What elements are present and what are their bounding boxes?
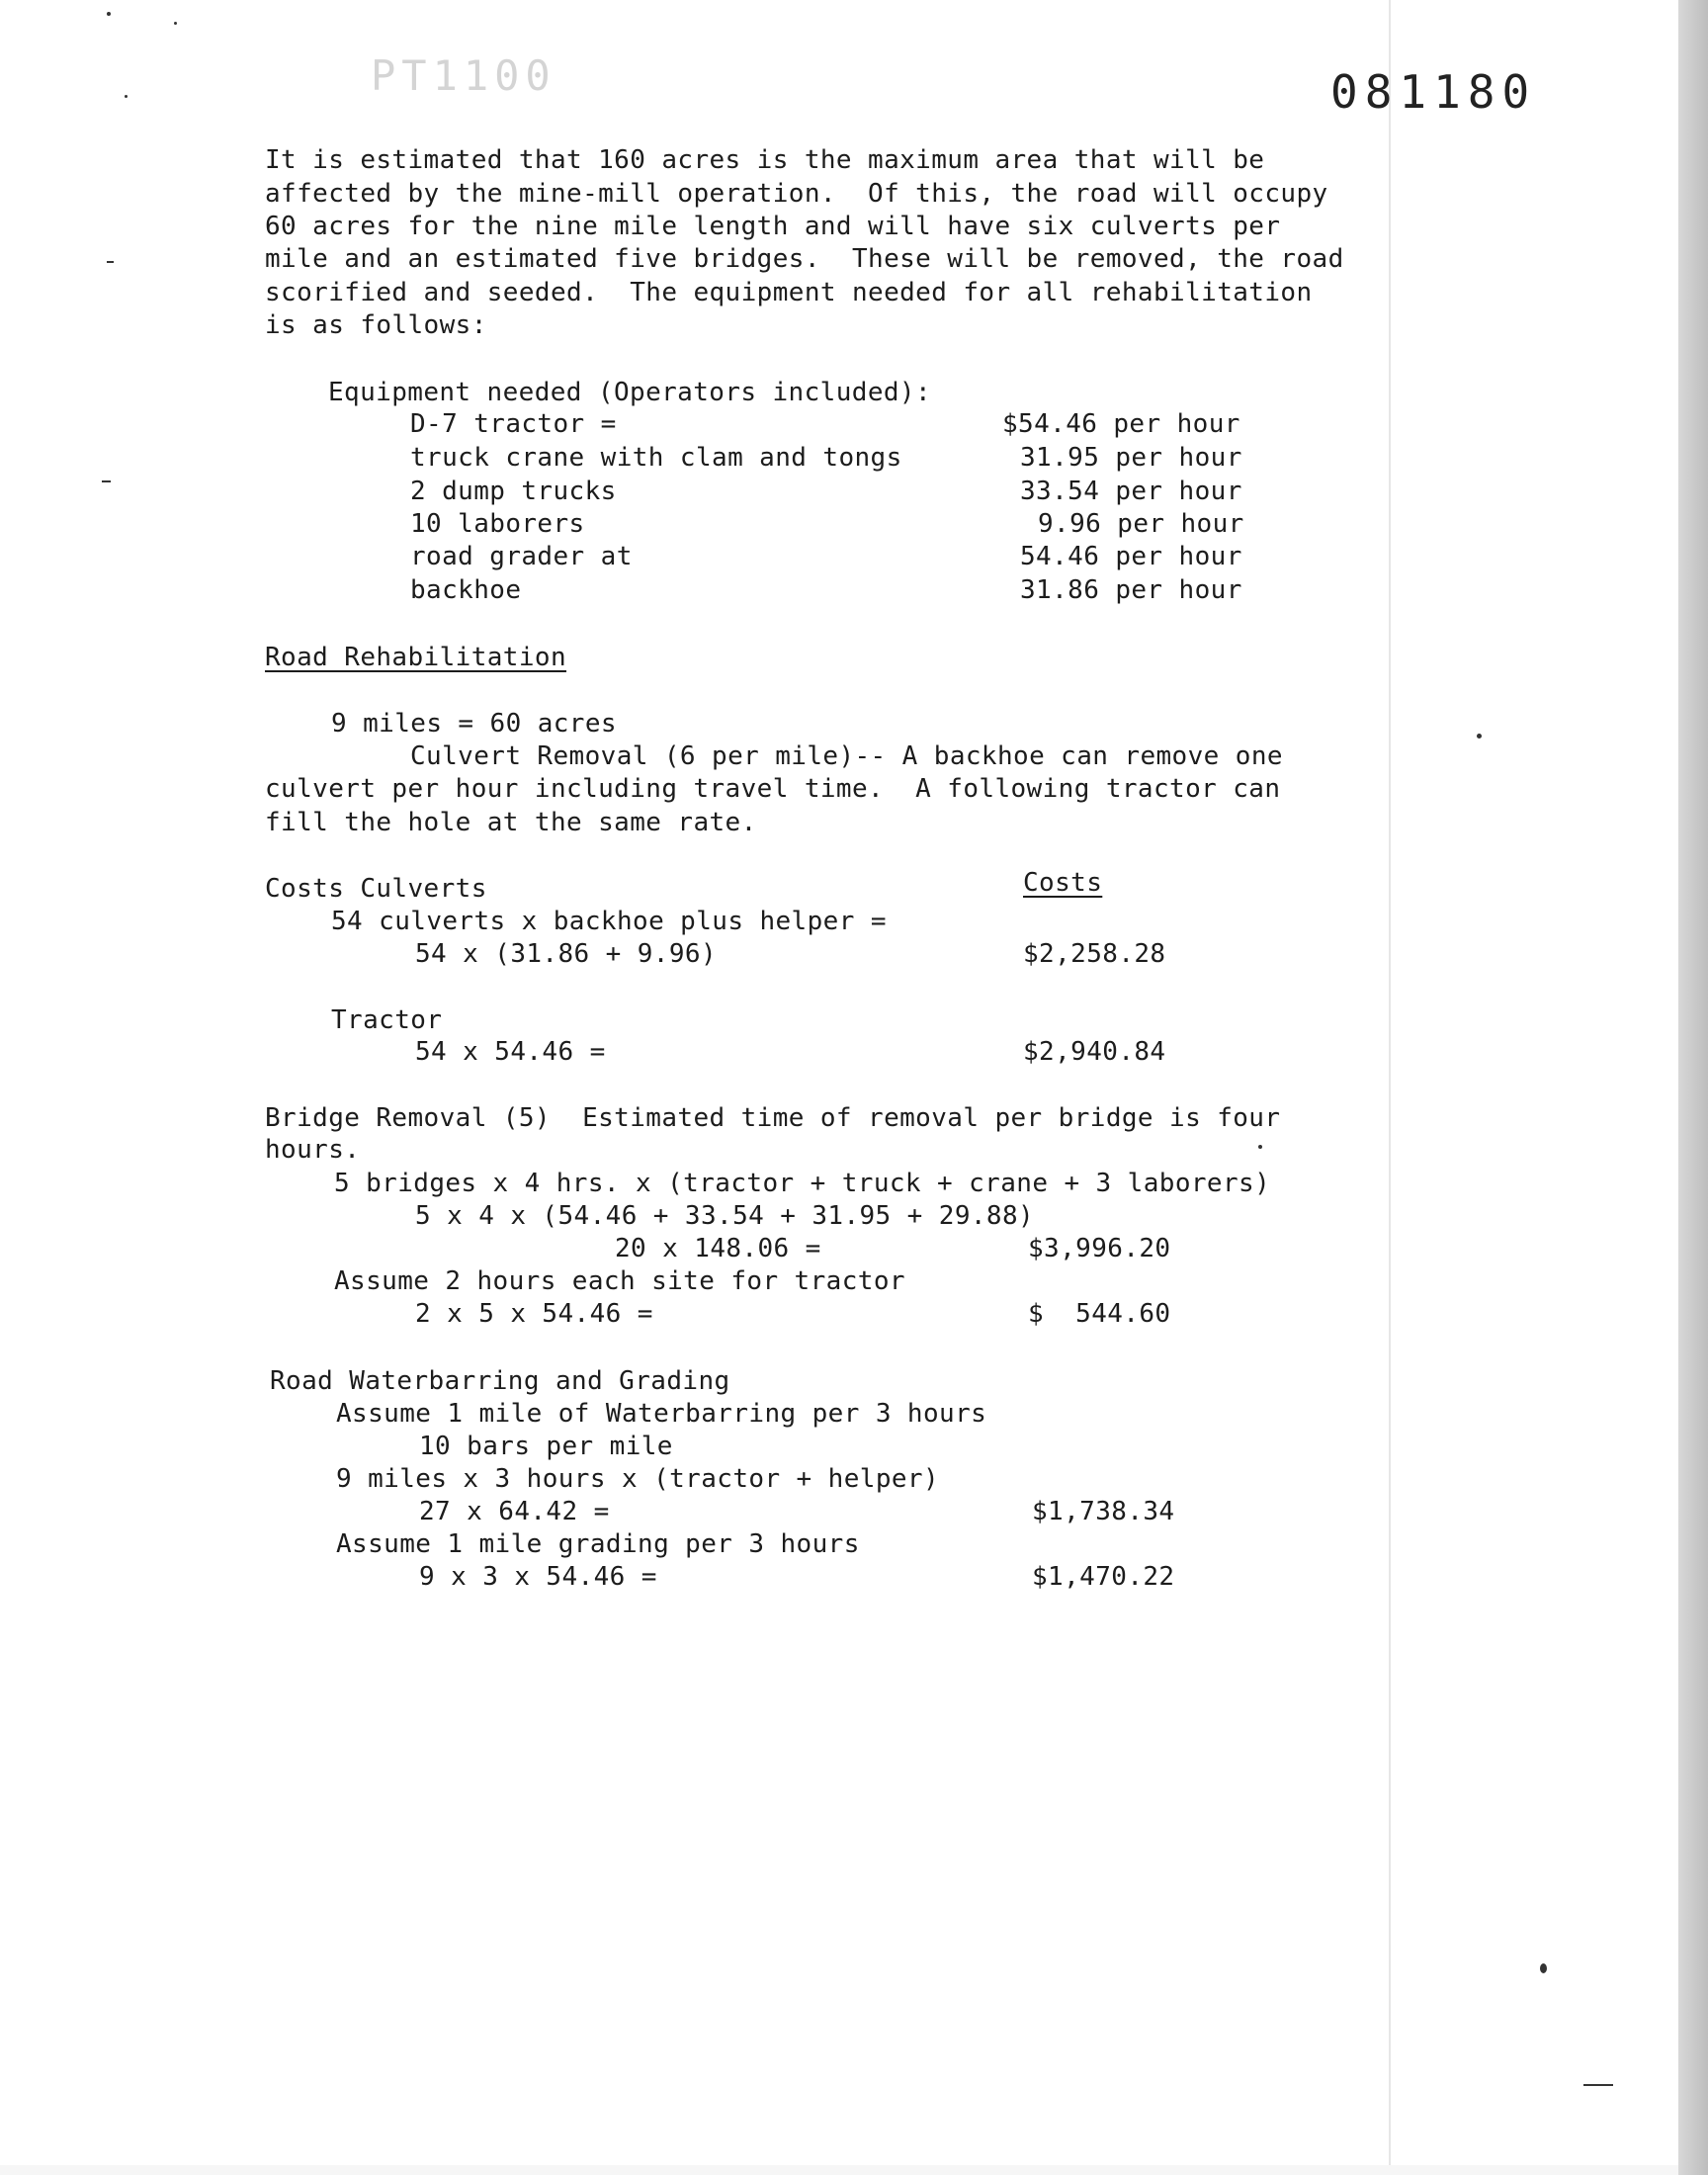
equipment-name: 2 dump trucks	[410, 477, 617, 506]
bridge-calc-line: 20 x 148.06 =	[615, 1234, 821, 1263]
waterbar-amount: $1,738.34	[1032, 1497, 1175, 1526]
scan-speck	[1540, 1963, 1547, 1973]
intro-line: It is estimated that 160 acres is the maximum area that will be	[265, 145, 1265, 175]
road-miles: 9 miles = 60 acres	[331, 709, 617, 739]
equipment-rate: 9.96 per hour	[1038, 509, 1244, 539]
page-fold-line	[1389, 0, 1391, 2165]
waterbar-calc: 27 x 64.42 =	[419, 1497, 610, 1526]
waterbar-line: 9 miles x 3 hours x (tractor + helper)	[336, 1464, 940, 1494]
intro-line: scorified and seeded. The equipment needed for all rehabilitation	[265, 278, 1313, 307]
equipment-name: truck crane with clam and tongs	[410, 443, 902, 473]
tractor-amount: $2,940.84	[1023, 1037, 1166, 1067]
scan-speck	[107, 261, 114, 263]
equipment-name: D-7 tractor =	[410, 409, 617, 439]
bridge-calc-line: 2 x 5 x 54.46 =	[415, 1299, 653, 1329]
costs-column-header: Costs	[1023, 868, 1103, 898]
equipment-heading: Equipment needed (Operators included):	[328, 378, 932, 407]
costs-culverts-heading: Costs Culverts	[265, 874, 487, 904]
scan-edge	[1678, 0, 1708, 2175]
scan-speck	[1583, 2084, 1613, 2086]
culvert-text-line: culvert per hour including travel time. A following tractor can	[265, 774, 1281, 804]
culvert-cost-calc: 54 x (31.86 + 9.96)	[415, 939, 718, 969]
bridge-calc-line: 5 x 4 x (54.46 + 33.54 + 31.95 + 29.88)	[415, 1201, 1035, 1231]
scan-speck	[102, 480, 111, 482]
waterbar-heading: Road Waterbarring and Grading	[270, 1366, 730, 1396]
equipment-name: backhoe	[410, 575, 522, 605]
equipment-rate: 31.95 per hour	[1020, 443, 1242, 473]
scan-speck	[107, 12, 111, 16]
tractor-label: Tractor	[331, 1005, 443, 1035]
culvert-text-line: Culvert Removal (6 per mile)-- A backhoe can remove one	[410, 741, 1283, 771]
bridge-assume-line: Assume 2 hours each site for tractor	[334, 1266, 905, 1296]
road-rehab-heading: Road Rehabilitation	[265, 643, 567, 672]
scan-speck	[1477, 734, 1482, 739]
intro-line: mile and an estimated five bridges. These will be removed, the road	[265, 244, 1344, 274]
tractor-calc: 54 x 54.46 =	[415, 1037, 606, 1067]
equipment-rate: $54.46 per hour	[1002, 409, 1240, 439]
scan-speck	[1258, 1145, 1262, 1149]
equipment-rate: 33.54 per hour	[1020, 477, 1242, 506]
equipment-rate: 54.46 per hour	[1020, 542, 1242, 571]
scan-speck	[174, 22, 177, 25]
intro-line: 60 acres for the nine mile length and will have six culverts per	[265, 212, 1281, 241]
scan-speck	[125, 95, 128, 98]
bridge-calc-line: 5 bridges x 4 hrs. x (tractor + truck + crane + 3 laborers)	[334, 1169, 1271, 1198]
bridge-removal-line: hours.	[265, 1135, 361, 1165]
grading-amount: $1,470.22	[1032, 1562, 1175, 1592]
bridge-amount: $3,996.20	[1028, 1234, 1171, 1263]
faint-stamp: PT1100	[371, 51, 556, 100]
waterbar-line: 10 bars per mile	[419, 1432, 673, 1461]
document-number: 081180	[1330, 65, 1537, 119]
culvert-text-line: fill the hole at the same rate.	[265, 808, 757, 837]
bridge-amount: $ 544.60	[1028, 1299, 1171, 1329]
bridge-removal-line: Bridge Removal (5) Estimated time of removal per bridge is four	[265, 1103, 1281, 1133]
waterbar-line: Assume 1 mile of Waterbarring per 3 hours	[336, 1399, 987, 1429]
equipment-rate: 31.86 per hour	[1020, 575, 1242, 605]
equipment-name: road grader at	[410, 542, 633, 571]
grading-line: Assume 1 mile grading per 3 hours	[336, 1529, 860, 1559]
intro-line: is as follows:	[265, 310, 487, 340]
grading-calc: 9 x 3 x 54.46 =	[419, 1562, 657, 1592]
intro-line: affected by the mine-mill operation. Of this, the road will occupy	[265, 179, 1328, 209]
equipment-name: 10 laborers	[410, 509, 585, 539]
culvert-cost-line: 54 culverts x backhoe plus helper =	[331, 907, 887, 936]
culvert-cost-amount: $2,258.28	[1023, 939, 1166, 969]
